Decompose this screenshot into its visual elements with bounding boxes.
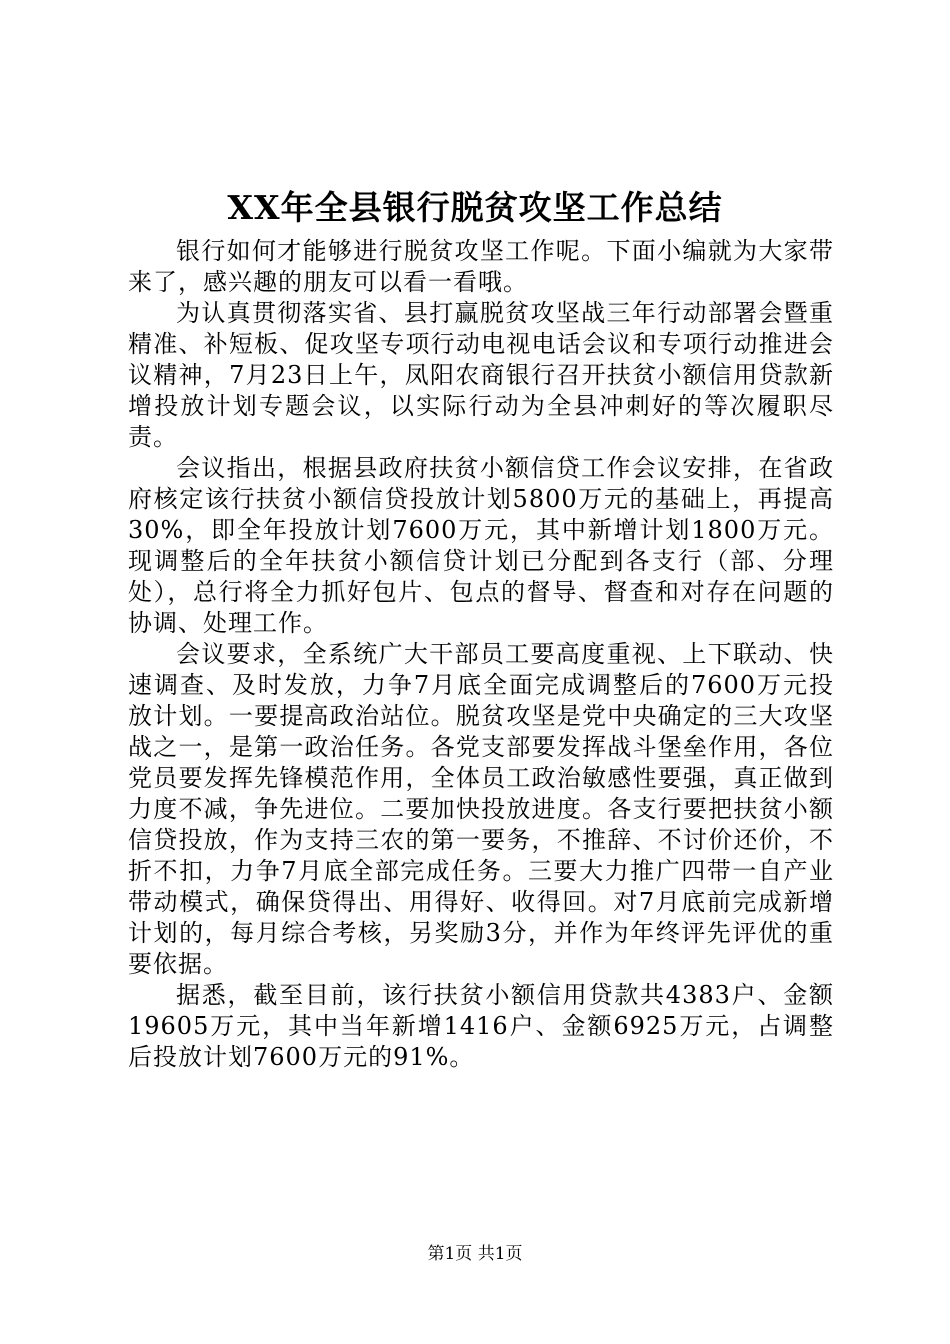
document-body — [128, 236, 834, 1073]
page-number-footer: 第1页 共1页 — [427, 1244, 523, 1264]
paragraph-requirements: 会议要求，全系统广大干部员工要高度重视、上下联动、快速调查、及时发放，力争7月底全面完成调整后的7600万元投放计划。一要提高政治站位。脱贫攻坚是党中央确定的三大攻坚战之一，是第一政治任务。各党支部要发挥战斗堡垒作用，各位党员要发挥先锋模范作用，全体员工政治敏感性要强，真正做到力度不减，争先进位。二要加快投放进度。各支行要把扶贫小额信贷投放，作为支持三农的第一要务，不推辞、不讨价还价，不折不扣，力争7月底全部完成任务。三要大力推广四带一自产业带动模式，确保贷得出、用得好、收得回。对7月底前完成新增计划的，每月综合考核，另奖励3分，并作为年终评先评优的重要依据。 — [128, 640, 834, 978]
paragraph-progress: 据悉，截至目前，该行扶贫小额信用贷款共4383户、金额19605万元，其中当年新增1416户、金额6925万元，占调整后投放计划7600万元的91%。 — [128, 981, 834, 1071]
paragraph-intro: 银行如何才能够进行脱贫攻坚工作呢。下面小编就为大家带来了，感兴趣的朋友可以看一看哦。 — [128, 237, 834, 296]
paragraph-plan: 会议指出，根据县政府扶贫小额信贷工作会议安排，在省政府核定该行扶贫小额信贷投放计划5800万元的基础上，再提高30%，即全年投放计划7600万元，其中新增计划1800万元。现调整后的全年扶贫小额信贷计划已分配到各支行（部、分理处），总行将全力抓好包片、包点的督导、督查和对存在问题的协调、处理工作。 — [128, 454, 834, 637]
paragraph-meeting: 为认真贯彻落实省、县打赢脱贫攻坚战三年行动部署会暨重精准、补短板、促攻坚专项行动电视电话会议和专项行动推进会议精神，7月23日上午，凤阳农商银行召开扶贫小额信用贷款新增投放计划专题会议，以实际行动为全县冲刺好的等次履职尽责。 — [128, 299, 834, 451]
document-title: XX年全县银行脱贫攻坚工作总结 — [227, 188, 723, 227]
